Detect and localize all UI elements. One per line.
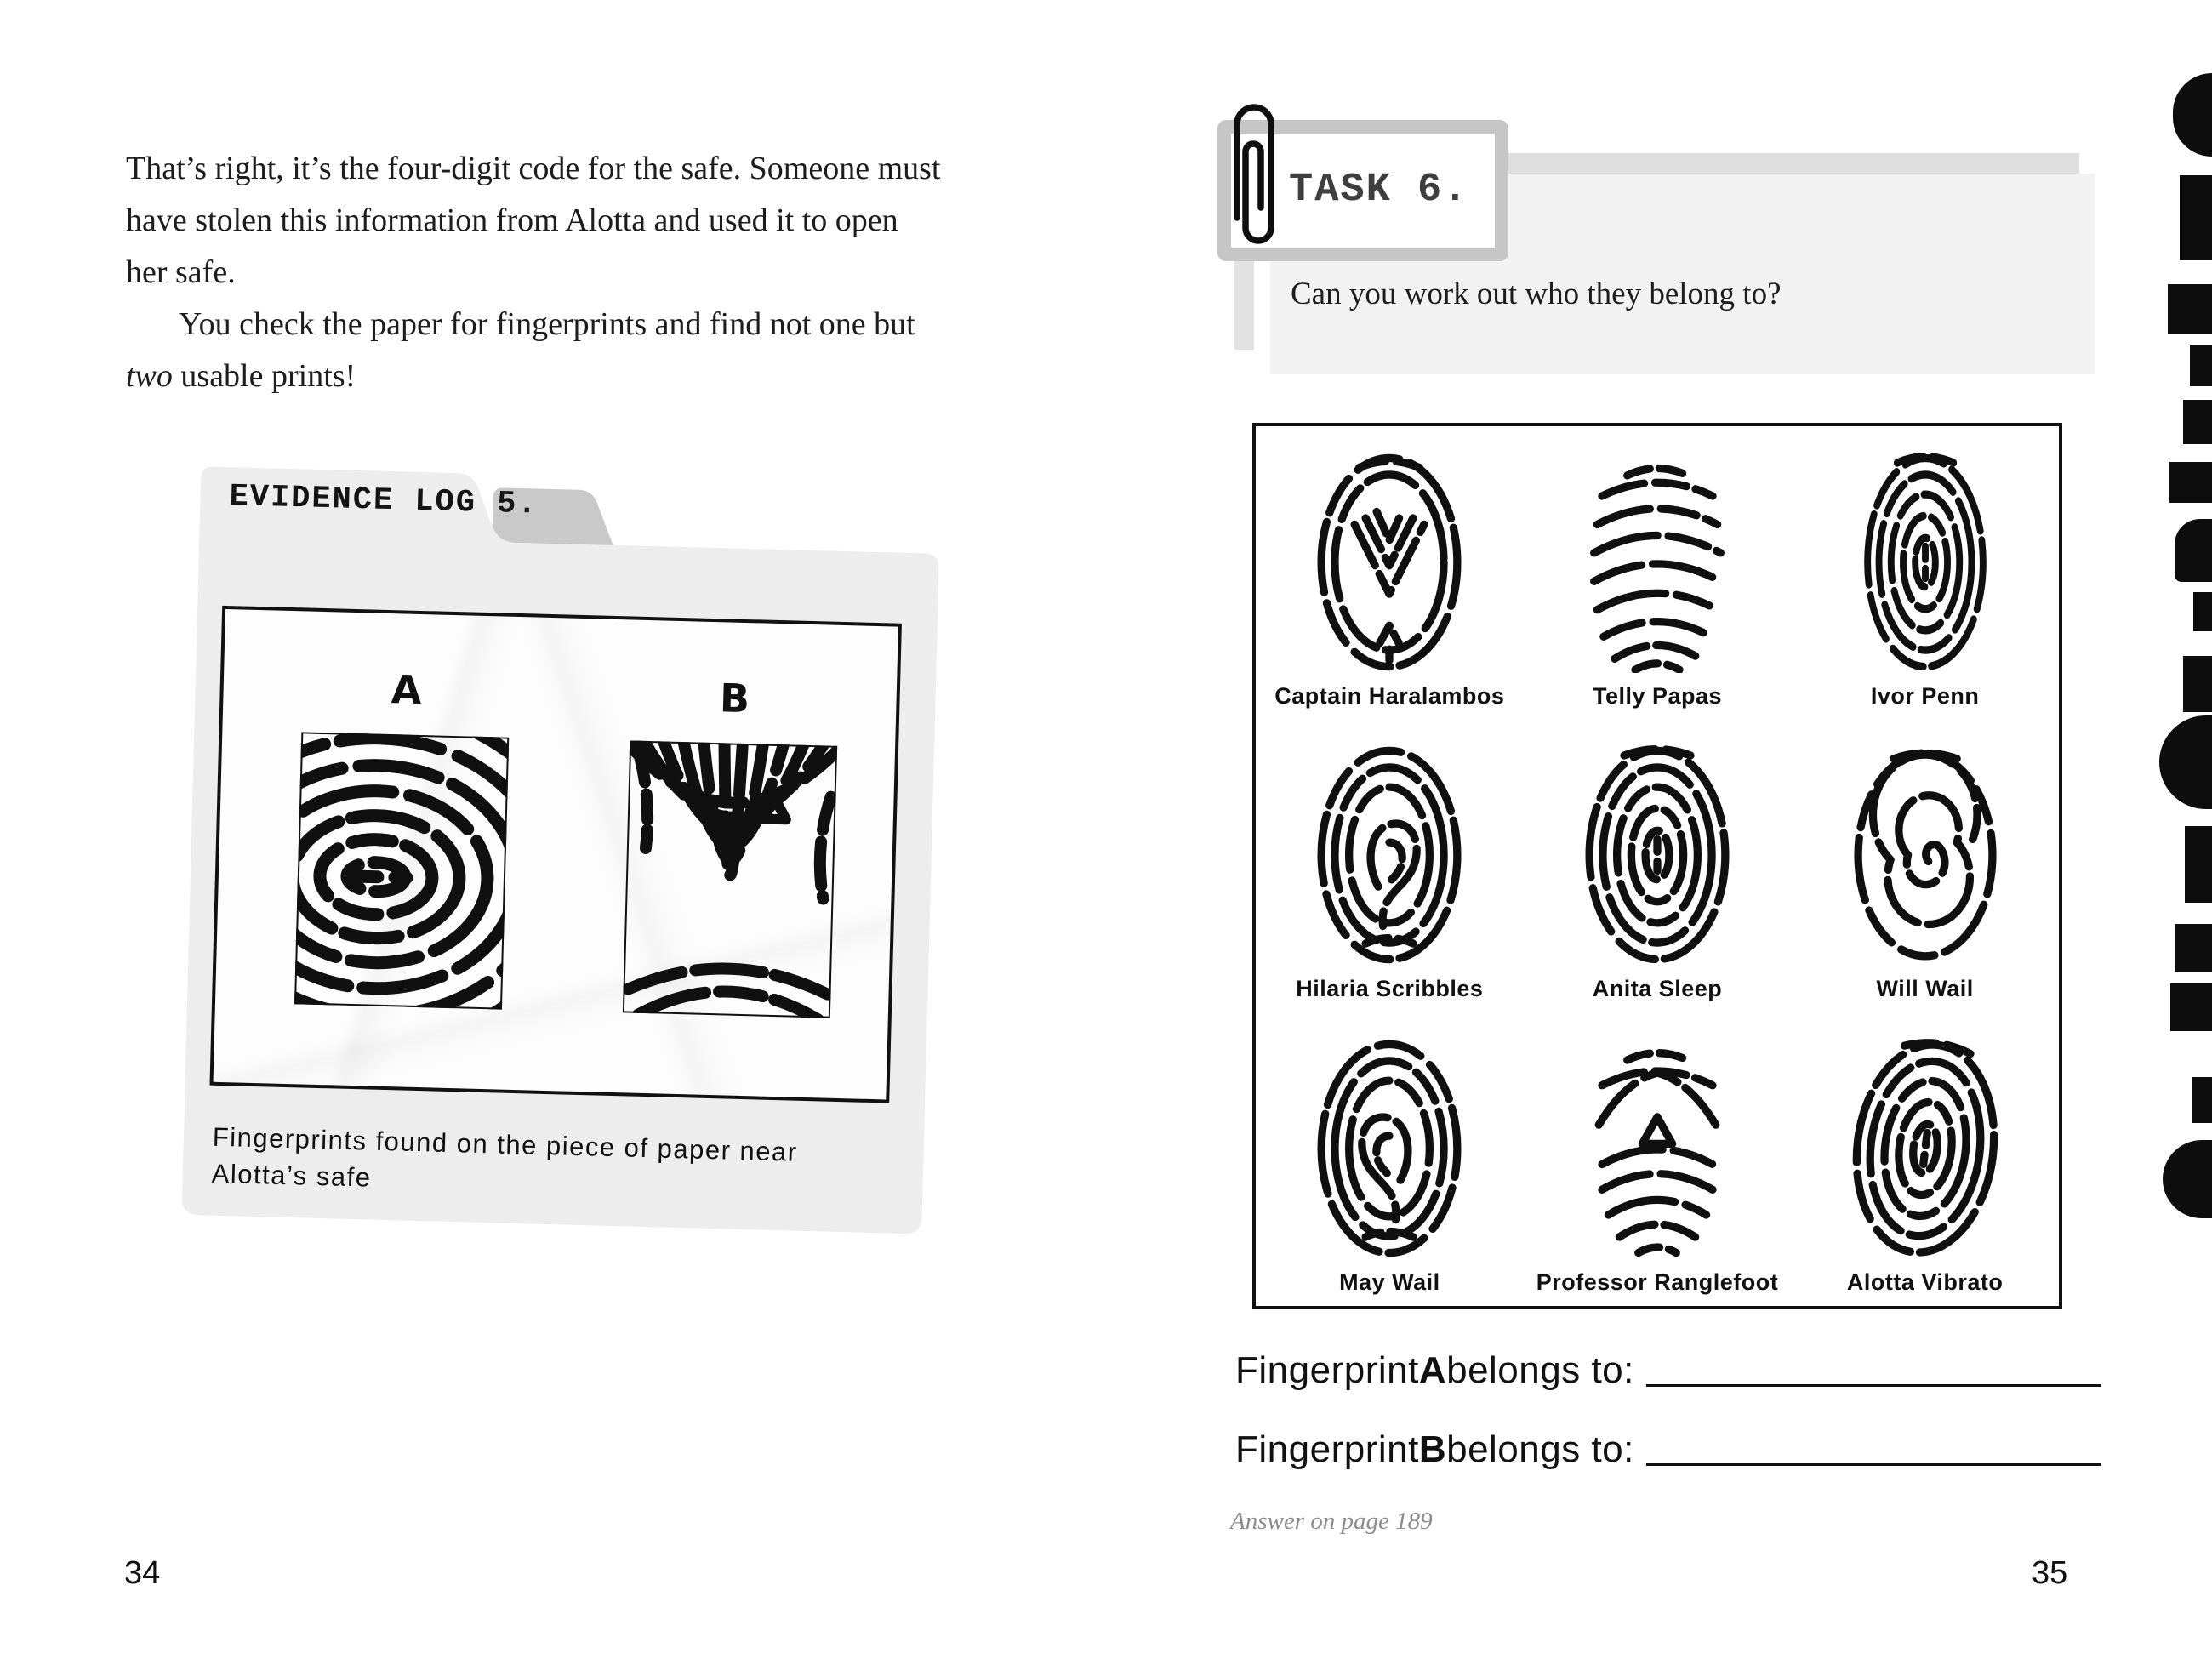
fore-edge-mark [2169, 462, 2212, 503]
task-title: TASK 6. [1289, 168, 1469, 213]
suspect-cell [1256, 720, 1524, 1013]
answer-blank-line [1646, 1350, 2101, 1387]
evidence-caption-line: Alotta’s safe [211, 1158, 372, 1193]
suspect-fingerprint-grid [1252, 423, 2062, 1309]
answer-blank-line [1646, 1429, 2101, 1466]
task-question: Can you work out who they belong to? [1291, 276, 1782, 311]
suspect-name: Alotta Vibrato [1846, 1268, 2004, 1295]
fore-edge-mark [2170, 983, 2212, 1031]
paragraph-line: have stolen this information from Alotta and used it to open [126, 202, 898, 238]
fore-edge-mark [2192, 1077, 2212, 1123]
evidence-folder [166, 466, 941, 1234]
fingerprint-icon [1856, 452, 1994, 673]
paragraph-line-rest: usable prints! [172, 358, 356, 394]
prompt-letter: A [1418, 1349, 1447, 1391]
suspect-name: May Wail [1339, 1268, 1440, 1295]
fingerprint-icon [1576, 1038, 1738, 1259]
fore-edge-mark [2180, 175, 2212, 260]
suspect-name: Telly Papas [1592, 682, 1723, 709]
suspect-name: Ivor Penn [1870, 682, 1980, 709]
suspect-cell [1524, 720, 1792, 1013]
fingerprint-icon [1308, 452, 1470, 673]
prompt-text: belongs to: [1446, 1428, 1634, 1470]
suspect-cell [1256, 1012, 1524, 1306]
task-panel-edge [1234, 261, 1254, 350]
suspect-name: Captain Haralambos [1274, 682, 1505, 709]
suspect-name: Professor Ranglefoot [1536, 1268, 1779, 1295]
page-number-left: 34 [124, 1555, 161, 1591]
fore-edge-mark [2159, 715, 2212, 809]
fore-edge-mark [2173, 73, 2212, 157]
fingerprint-icon [1308, 1038, 1470, 1259]
paragraph-line: That’s right, it’s the four-digit code for the safe. Someone must [126, 151, 941, 186]
suspect-cell [1791, 426, 2059, 720]
paragraph-line: You check the paper for fingerprints and find not one but [179, 306, 915, 342]
prompt-text: Fingerprint [1235, 1428, 1419, 1470]
fingerprint-icon [1844, 744, 2006, 966]
answer-note: Answer on page 189 [1230, 1508, 1433, 1535]
print-a-label: A [391, 666, 423, 714]
fingerprint-icon [1832, 1029, 2019, 1268]
fore-edge-mark [2175, 924, 2212, 972]
prompt-letter: B [1418, 1428, 1447, 1470]
paragraph-line [126, 351, 977, 402]
fingerprint-icon [1576, 744, 1738, 966]
suspect-name: Anita Sleep [1592, 976, 1723, 1002]
evidence-caption-line: Fingerprints found on the piece of paper near [212, 1121, 799, 1167]
fore-edge-mark [2175, 519, 2212, 582]
story-paragraph [126, 143, 977, 402]
fore-edge-mark [2183, 400, 2212, 444]
page-number-right: 35 [2032, 1555, 2068, 1591]
paperclip-icon [1229, 88, 1280, 259]
suspect-cell [1524, 1012, 1792, 1306]
evidence-log-title: EVIDENCE LOG 5. [229, 479, 539, 523]
fingerprint-b-icon [623, 740, 837, 1018]
suspect-cell [1524, 426, 1792, 720]
fore-edge-mark [2193, 592, 2212, 631]
fingerprint-b-prompt [1235, 1427, 2101, 1473]
fingerprint-icon [1308, 744, 1470, 966]
fore-edge-mark [2163, 1140, 2212, 1218]
evidence-prints-box [209, 606, 901, 1103]
fingerprint-a-icon [294, 732, 509, 1009]
print-b-label: B [719, 675, 750, 722]
fore-edge-mark [2185, 826, 2212, 903]
fore-edge-mark [2183, 656, 2212, 712]
fore-edge-mark [2190, 345, 2212, 386]
fore-edge-mark [2168, 284, 2212, 334]
suspect-name: Hilaria Scribbles [1296, 976, 1484, 1002]
suspect-cell [1791, 720, 2059, 1013]
fingerprint-icon [1576, 452, 1738, 673]
prompt-text: belongs to: [1446, 1349, 1634, 1391]
prompt-text: Fingerprint [1235, 1349, 1419, 1391]
fingerprint-a-prompt [1235, 1348, 2101, 1394]
suspect-cell [1256, 426, 1524, 720]
emphasis-word: two [126, 358, 173, 394]
paragraph-line: her safe. [126, 254, 236, 290]
suspect-name: Will Wail [1876, 976, 1974, 1002]
suspect-cell [1791, 1012, 2059, 1306]
